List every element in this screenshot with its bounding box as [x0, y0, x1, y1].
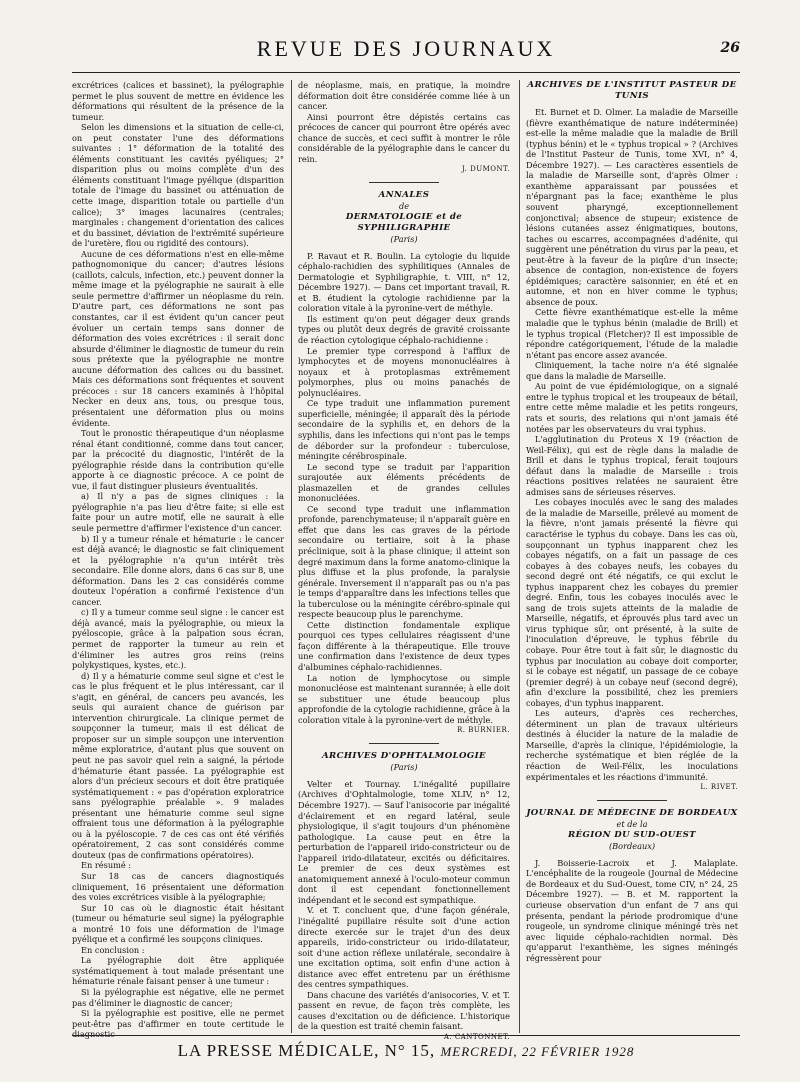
- section-place: (Paris): [390, 762, 418, 773]
- paragraph: L'agglutination du Proteus X 19 (réaction de Weil-Félix), qui est de règle dans la maladie de Brill et dans le typhus tropical, ferait toujours défaut dans la maladie de Marseille : trois réactions positives relatées ne sauraient être admises sans de sérieuses réserves.: [526, 434, 738, 497]
- page-number: 26: [720, 40, 740, 56]
- paragraph: P. Ravaut et R. Boulin. La cytologie du liquide céphalo-rachidien des syphilitiques (Annales de Dermatologie et Syphiligraphie, t. VIII, n° 12, Décembre 1927). — Dans cet important travail, R. et B. étudient la cytologie rachidienne par la coloration vitale à la pyronine-vert de méthyle.: [298, 250, 510, 314]
- column-divider: [519, 80, 520, 1033]
- section-separator: [597, 800, 667, 801]
- paragraph: Si la pyélographie est positive, elle ne permet peut-être pas d'affirmer en toute certitude le diagnostic: [72, 1008, 284, 1040]
- section-place: (Paris): [390, 234, 418, 245]
- paragraph: Les cobayes inoculés avec le sang des malades de la maladie de Marseille, prélevé au moment de la fièvre, n'ont jamais présenté la fièvre qui caractérise le typhus du cobaye. Dans les cas où, soupçonnant un typhus inapparent chez les cobayes négatifs, on a fait un passage de ces cobayes à des cobayes neufs, les cobayes du second degré ont été négatifs, ce qui exclut le typhus inapparent chez les cobayes du premier degré. Enfin, tous les cobayes inoculés avec le sang de trois sujets atteints de la maladie de Marseille, négatifs, et éprouvés plus tard avec un virus typhique sûr, ont présenté, à la suite de l'inoculation d'épreuve, le typhus fébrile du cobaye. Pour être tout à fait sûr, le diagnostic du typhus par inoculation au cobaye doit comporter, si le cobaye est négatif, un passage de ce cobaye (premier degré) à un cobaye neuf (second degré), afin d'exclure la possibilité, chez les premiers cobayes, d'un typhus inapparent.: [526, 497, 738, 708]
- paragraph: J. Boisserie-Lacroix et J. Malaplate. L'encéphalite de la rougeole (Journal de Médecine de Bordeaux et du Sud-Ouest, tome CIV, n° 24, 25 Décembre 1927). — B. et M. rapportent la curieuse observation d'un enfant de 7 ans qui présenta, pendant la période prodromique d'une rougeole, un syndrome clinique méningé très net avec liquide céphalo-rachidien normal. Dès qu'apparut l'exanthème, les signes méningés régressèrent pour: [526, 857, 738, 963]
- paragraph: Ce type traduit une inflammation purement superficielle, méningée; il apparaît dès la période secondaire de la syphilis et, en dehors de la syphilis, dans les infections qui n'ont pas le temps de déborder sur la profondeur : tuberculose, méningite cérébrospinale.: [298, 398, 510, 462]
- section-title: ARCHIVES DE L'INSTITUT PASTEUR DE TUNIS: [527, 80, 737, 101]
- paragraph: Sur 18 cas de cancers diagnostiqués cliniquement, 16 présentaient une déformation des voies excrétrices visible à la pyélographie;: [72, 871, 284, 903]
- paragraph: La pyélographie doit être appliquée systématiquement à tout malade présentant une hématurie rénale faisant penser à une tumeur :: [72, 955, 284, 987]
- column-3: [526, 80, 738, 1033]
- paragraph: Velter et Tournay. L'inégalité pupillaire (Archives d'Ophtalmologie, tome XLIV, n° 12, Décembre 1927). — Sauf l'anisocorie par inégalité d'éclairement et en regard latéral, seule physiologique, il s'agit toujours d'un phénomène pathologique. La cause peut en être la perturbation de l'appareil irido-constricteur ou de l'appareil irido-dilatateur, excités ou déficitaires. Le premier de ces deux systèmes est anatomiquement annexé à l'oculo-moteur commun dont il est cependant fonctionnellement indépendant et le second est sympathique.: [298, 778, 510, 905]
- paragraph: Les auteurs, d'après ces recherches, déterminent un plan de travaux ultérieurs destinés à élucider la nature de la maladie de Marseille, d'après la clinique, l'épidémiologie, la recherche systématique et bien réglée de la réaction de Weil-Félix, les inoculations expérimentales et les réactions d'immunité.: [526, 708, 738, 782]
- paragraph: Ce second type traduit une inflammation profonde, parenchymateuse; il n'apparaît guère en effet que dans les cas graves de la période secondaire ou tertiaire, soit à la phase préclinique, soit à la phase clinique; il atteint son degré maximum dans la forme anatomo-clinique la plus diffuse et la plus profonde, la paralysie générale. Inversement il n'apparaît pas ou n'a pas le temps d'apparaître dans les infections telles que la tuberculose ou la méningite cérébro-spinale qui respecte beaucoup plus le parenchyme.: [298, 503, 510, 620]
- section-title: ANNALES: [378, 189, 430, 200]
- footer-date: MERCREDI, 22 FÉVRIER 1928: [440, 1044, 635, 1059]
- author-signature: A. CANTONNET.: [443, 1033, 510, 1042]
- section-title: RÉGION DU SUD-OUEST: [568, 829, 696, 840]
- paragraph: Cette fièvre exanthématique est-elle la même maladie que le typhus bénin (maladie de Brill) et le typhus tropical (Fletcher)? Il est impossible de répondre catégoriquement, l'étude de la maladie n'étant pas encore assez avancée.: [526, 307, 738, 360]
- paragraph: d) Il y a hématurie comme seul signe et c'est le cas le plus fréquent et le plus intéressant, car il s'agit, en général, de cancers peu avancés, les seuls qui auraient chance de guérison par intervention chirurgicale. La clinique permet de soupçonner la tumeur, mais il est délicat de proposer sur un simple soupçon une intervention même exploratrice, d'autant plus que souvent on peut ne pas savoir quel rein a saigné, la période d'hématurie étant passée. La pyélographie est alors d'un précieux secours et doit être pratiquée systématiquement : « pas d'opération exploratrice sans pyélographie préalable ». 9 malades présentant une hématurie comme seul signe offraient tous une déformation à la pyélographie ou à la pyéloscopie. 7 de ces cas ont été vérifiés opératoirement, 2 cas sont considérés comme douteux (pas de confirmations opératoires).: [72, 670, 284, 860]
- paragraph: Ils estiment qu'on peut dégager deux grands types ou plutôt deux degrés de gravité croissante de réaction cytologique céphalo-rachidienne :: [298, 313, 510, 346]
- section-title: de: [398, 201, 410, 212]
- section-place: (Bordeaux): [608, 841, 656, 852]
- paragraph: Tout le pronostic thérapeutique d'un néoplasme rénal étant conditionné, comme dans tout cancer, par la précocité du diagnostic, l'intérêt de la pyélographie réside dans la contribution qu'elle apporte à ce diagnostic précoce. A ce point de vue, il faut distinguer plusieurs éventualités.: [72, 428, 284, 491]
- journal-title: REVUE DES JOURNAUX: [256, 36, 556, 61]
- paragraph: Dans chacune des variétés d'anisocories, V. et T. passent en revue, de façon très complète, les causes d'excitation ou de déficience. L'historique de la question est traité chemin faisant.: [298, 989, 510, 1032]
- column-1: [72, 80, 284, 1040]
- author-signature: J. DUMONT.: [461, 165, 510, 174]
- paragraph: Aucune de ces déformations n'est en elle-même pathognomonique du cancer; d'autres lésions (caillots, calculs, infection, etc.) peuvent donner la même image et la pyélographie ne saurait à elle seule permettre d'affirmer un néoplasme du rein. D'autre part, ces déformations ne sont pas constantes, car il est évident qu'un cancer peut évoluer un certain temps sans donner de déformation des voies excrétrices : il serait donc absurde d'éliminer le diagnostic de tumeur du rein sous prétexte que la pyélographie ne montre aucune déformation des calices ou du bassinet. Mais ces déformations sont fréquentes et souvent précoces : sur 18 cancers examinés à l'hôpital Necker en deux ans, tous, ou presque tous, présentaient une déformation plus ou moins évidente.: [72, 248, 284, 428]
- paragraph: de néoplasme, mais, en pratique, la moindre déformation doit être considérée comme liée à un cancer.: [298, 80, 510, 112]
- paragraph: Ainsi pourront être dépistés certains cas précoces de cancer qui pourront être opérés avec chance de succès, et ceci suffit à montrer le rôle considérable de la pyélographie dans le cancer du rein.: [298, 111, 510, 164]
- column-2: [298, 80, 510, 1042]
- paragraph: En résumé :: [81, 860, 132, 871]
- section-title: et de la: [616, 819, 648, 830]
- paragraph: Sur 10 cas où le diagnostic était hésitant (tumeur ou hématurie seul signe) la pyélographie a montré 10 fois une déformation de l'image pyélique et a confirmé les soupçons cliniques.: [72, 902, 284, 945]
- page-footer: [72, 1041, 740, 1061]
- header-rule: [72, 72, 740, 73]
- paragraph: Selon les dimensions et la situation de celle-ci, on peut constater l'une des déformations suivantes : 1° déformation de la totalité des éléments constituant les cavités pyéliques; 2° disparition plus ou moins complète d'un des éléments constituant l'image pyélique (disparition totale de l'image du bassinet ou atténuation de cette image, disparition totale ou partielle d'un calice); 3° images lacunaires (centrales; marginales : changement d'orientation des calices et du bassinet, déviation de l'extrémité supérieure de l'uretère, flou ou rigidité des contours).: [72, 122, 284, 249]
- paragraph: Si la pyélographie est négative, elle ne permet pas d'éliminer le diagnostic de cancer;: [72, 987, 284, 1008]
- paragraph: Cette distinction fondamentale explique pourquoi ces types cellulaires réagissent d'une façon différente à la thérapeutique. Elle trouve une confirmation dans l'existence de deux types d'albumines céphalo-rachidiennes.: [298, 619, 510, 672]
- paragraph: En conclusion :: [81, 944, 145, 955]
- paragraph: excrétrices (calices et bassinet), la pyélographie permet le plus souvent de mettre en évidence les déformations qui résultent de la présence de la tumeur.: [72, 80, 284, 122]
- page-header: [72, 36, 740, 66]
- paragraph: c) Il y a tumeur comme seul signe : le cancer est déjà avancé, mais la pyélographie, ou mieux la pyéloscopie, grâce à la palpation sous écran, permet de rapporter la tumeur au rein et d'éliminer les autres gros reins (reins polykystiques, kystes, etc.).: [72, 607, 284, 671]
- paragraph: Cliniquement, la tache noire n'a été signalée que dans la maladie de Marseille.: [526, 360, 738, 381]
- paragraph: V. et T. concluent que, d'une façon générale, l'inégalité pupillaire résulte soit d'une action directe exercée sur le trajet d'un des deux appareils, irido-constricteur ou irido-dilatateur, soit d'une action réflexe unilatérale, secondaire à une excitation optima, soit enfin d'une action à distance avec effet entretenu par un éréthisme des centres sympathiques.: [298, 905, 510, 990]
- section-title: ARCHIVES D'OPHTALMOLOGIE: [321, 750, 487, 761]
- paragraph: La notion de lymphocytose ou simple mononucléose est maintenant surannée; à elle doit se substituer une étude beaucoup plus approfondie de la cytologie rachidienne, grâce à la coloration vitale à la pyronine-vert de méthyle.: [298, 672, 510, 725]
- paragraph: b) Il y a tumeur rénale et hématurie : le cancer est déjà avancé; le diagnostic se fait cliniquement et la pyélographie n'a qu'un intérêt très secondaire. Elle donne alors, dans 6 cas sur 8, une déformation. Dans les 2 cas considérés comme douteux l'opération a confirmé l'existence d'un cancer.: [72, 533, 284, 607]
- column-divider: [291, 80, 292, 1033]
- article-columns: [72, 80, 740, 1042]
- paragraph: Au point de vue épidémiologique, on a signalé entre le typhus tropical et les troupeaux de bétail, entre cette même maladie et les petits rongeurs, rats et souris, des relations qui n'ont jamais été notées par les observateurs du vrai typhus.: [526, 381, 738, 434]
- section-title: DERMATOLOGIE et de SYPHILIGRAPHIE: [345, 212, 463, 233]
- paragraph: a) Il n'y a pas de signes cliniques : la pyélographie n'a pas lieu d'être faite; si elle est faite pour un autre motif, elle ne saurait à elle seule permettre d'affirmer l'existence d'un cancer.: [72, 491, 284, 533]
- section-separator: [369, 182, 439, 183]
- section-separator: [369, 743, 439, 744]
- paragraph: Le second type se traduit par l'apparition surajoutée aux éléments précédents de plasmazellen et de grandes cellules mononucléées.: [298, 461, 510, 504]
- section-title: JOURNAL DE MÉDECINE DE BORDEAUX: [526, 807, 738, 818]
- footer-title: LA PRESSE MÉDICALE, N° 15,: [177, 1041, 436, 1060]
- paragraph: Et. Burnet et D. Olmer. La maladie de Marseille (fièvre exanthématique de nature indéterminée) est-elle la même maladie que la maladie de Brill (typhus bénin) et le « typhus tropical » ? (Archives de l'Institut Pasteur de Tunis, tome XVI, n° 4, Décembre 1927). — Les caractères essentiels de la maladie de Marseille sont, d'après Olmer : exanthème apparaissant par poussées et n'épargnant pas la face; exanthème le plus souvent pharyngé, exceptionnellement conjonctival; absence de stupeur; existence de lésions cutanées assez énigmatiques, boutons, taches ou escarres, accompagnées d'adénite, qui suggèrent une pénétration du virus par la peau, et peut-être à la faveur de la piqûre d'un insecte; absence de contagion, non-existence de foyers épidémiques; caractère saisonnier, en été et en automne, et non en hiver comme le typhus; absence de poux.: [526, 107, 738, 307]
- footer-rule: [72, 1035, 740, 1036]
- author-signature: R. BURNIER.: [456, 726, 510, 735]
- author-signature: L. RIVET.: [700, 783, 738, 792]
- paragraph: Le premier type correspond à l'afflux de lymphocytes et de moyens mononucléaires à noyaux et à protoplasmas extrêmement polymorphes, plus ou moins panachés de polynucléaires.: [298, 345, 510, 398]
